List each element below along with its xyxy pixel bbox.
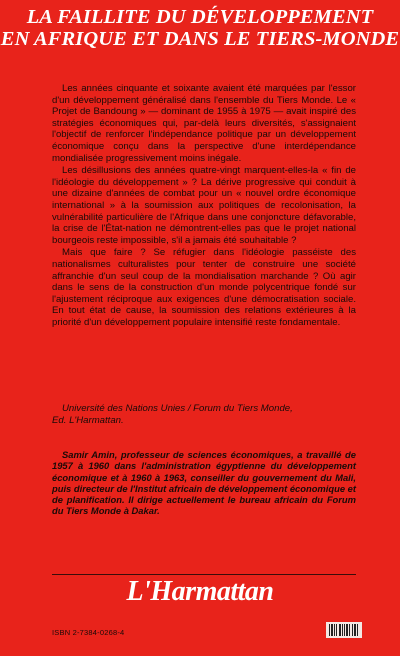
blurb — [52, 83, 356, 328]
series-credit-line-1: Université des Nations Unies / Forum du Tiers Monde, — [62, 403, 293, 414]
book-title-line-1: LA FAILLITE DU DÉVELOPPEMENT — [26, 6, 374, 28]
book-title — [0, 6, 400, 50]
blurb-paragraph-1: Les années cinquante et soixante avaient été marquées par l'essor d'un développement généralisé dans l'ensemble du Tiers Monde. Le « Projet de Bandoung » — dominant de 1955 à 1975 — avait inspiré des stratégies économiques qui, par-delà leurs diversités, s'assignaient l'objectif de renforcer l'indépendance politique par un développement économique conçu dans la perspective d'une interdépendance mondialisée progressivement moins inégale. — [52, 83, 356, 164]
blurb-paragraph-3: Mais que faire ? Se réfugier dans l'idéologie passéiste des nationalismes culturalistes pour tenter de construire une société affranchie d'un seul coup de la mondialisation marchande ? Où agir dans le sens de la construction d'un monde polycentrique fondé sur l'ajustement réciproque aux exigences d'une démocratisation sociale. En tout état de cause, la soumission des relations extérieures à la priorité d'un développement populaire intensifié reste fondamentale. — [52, 247, 356, 328]
barcode-sticker — [326, 622, 362, 638]
publisher-logo: L'Harmattan — [126, 576, 274, 607]
book-title-line-2: EN AFRIQUE ET DANS LE TIERS-MONDE — [0, 28, 400, 50]
author-bio — [52, 449, 356, 517]
divider — [52, 574, 356, 575]
series-credit — [52, 403, 356, 427]
isbn: ISBN 2-7384-0268-4 — [52, 628, 125, 637]
blurb-paragraph-2: Les désillusions des années quatre-vingt marquent-elles-la « fin de l'idéologie du développement » ? La dérive progressive qui conduit à une dizaine d'années de combat pour un « nouvel ordre économique international » à la soumission aux politiques de recolonisation, la vulnérabilité particulière de l'Afrique dans une conjoncture défavorable, la crise de l'État-nation ne démontrent-elles pas que le projet national bourgeois reste impossible, s'il a jamais été souhaitable ? — [52, 165, 356, 246]
barcode-icon — [326, 622, 362, 638]
series-credit-line-2: Ed. L'Harmattan. — [52, 415, 124, 426]
author-bio-text: Samir Amin, professeur de sciences économiques, a travaillé de 1957 à 1960 dans l'administration égyptienne du développement économique et à 1960 à 1963, conseiller du gouvernement du Mali, puis directeur de l'Institut africain de développement économique et de planification. Il dirige actuellement le bureau africain du Forum du Tiers Monde à Dakar. — [52, 449, 356, 517]
